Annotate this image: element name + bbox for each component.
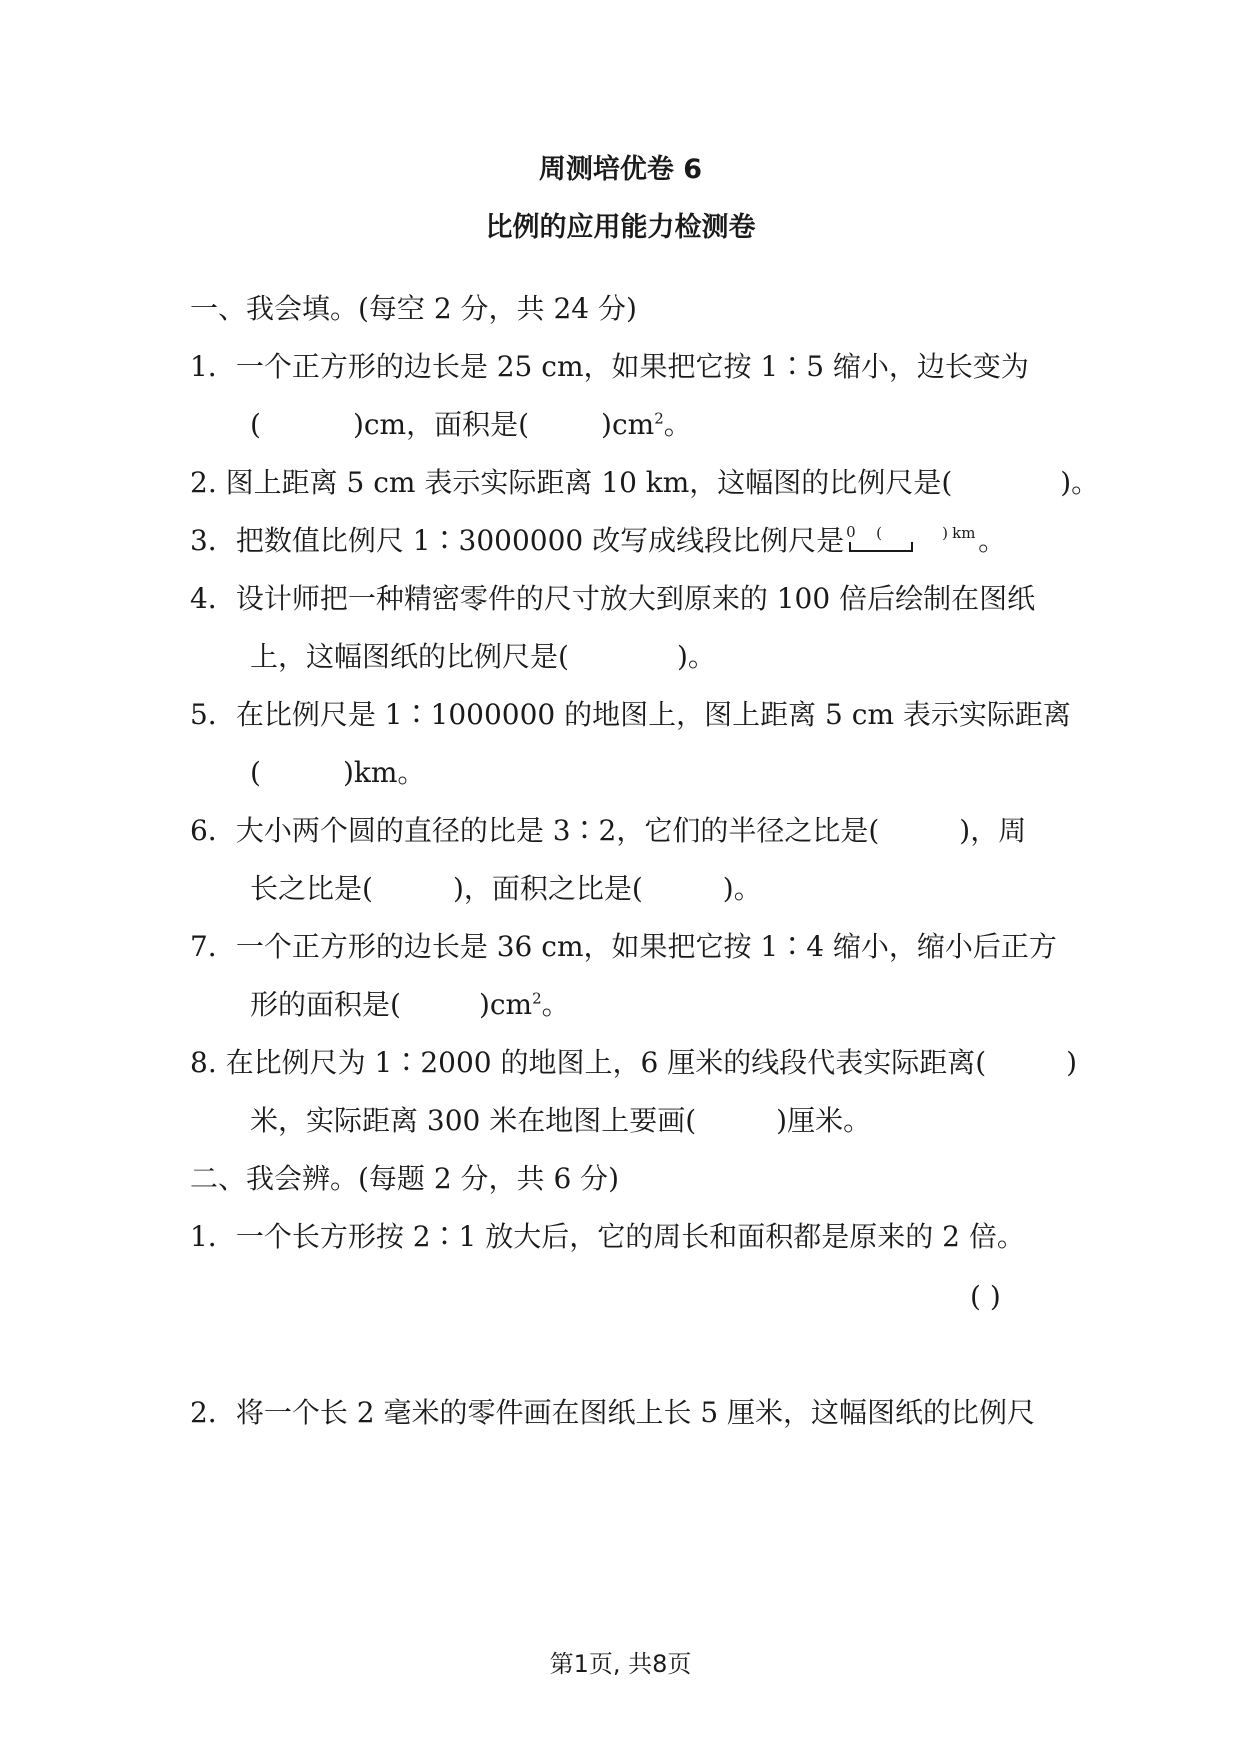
q3-end: 。 [978,524,1007,557]
s2-q1-text: 一个长方形按 2∶1 放大后，它的周长和面积都是原来的 2 倍。 [235,1220,1025,1253]
q4-number: 4． [190,582,236,615]
q7-line2 [250,988,1060,1022]
q8-end: )厘米。 [776,1104,872,1137]
q8-line2 [250,1104,1060,1138]
q6-text-end: )，周 [959,814,1027,847]
page-subtitle: 比例的应用能力检测卷 [485,212,756,243]
q1-blank1-open: ( [250,408,261,441]
q5-line1 [190,698,1071,732]
q7-end: 。 [541,988,570,1021]
q2-line [190,466,1100,500]
q4-text2: 上，这幅图纸的比例尺是( [250,640,569,673]
page-title: 周测培优卷 6 [538,154,703,185]
q4-line1 [190,582,1060,616]
q7-text2: 形的面积是( [250,988,401,1021]
q1-line2 [250,408,1060,442]
q4-line2 [250,640,1060,674]
scale-unit: km [952,524,976,542]
q5-text: 在比例尺是 1∶1000000 的地图上，图上距离 5 cm 表示实际距离 [235,698,1071,731]
q6-end: )。 [722,872,762,905]
q3-text: 把数值比例尺 1∶3000000 改写成线段比例尺是 [235,524,845,557]
section2-heading: 二、我会辨。(每题 2 分，共 6 分) [190,1162,620,1195]
q6-line1 [190,814,1060,848]
q2-text: 2. 图上距离 5 cm 表示实际距离 10 km，这幅图的比例尺是( [190,466,953,499]
q5-line2 [250,756,1060,790]
q1-number: 1． [190,350,236,383]
q7-text: 一个正方形的边长是 36 cm，如果把它按 1∶4 缩小，缩小后正方 [235,930,1057,963]
q3-line [190,524,1060,558]
q5-blank-open: ( [250,756,261,789]
q7-number: 7． [190,930,236,963]
s2-q2-line [190,1396,1060,1430]
q4-text: 设计师把一种精密零件的尺寸放大到原来的 100 倍后绘制在图纸 [235,582,1036,615]
q3-number: 3． [190,524,236,557]
q8-text: 8. 在比例尺为 1∶2000 的地图上，6 厘米的线段代表实际距离( [190,1046,987,1079]
s2-q1-number: 1． [190,1220,236,1253]
q5-end: )km。 [342,756,426,789]
q1-unit2: )cm [601,408,655,441]
q8-text-end: ) [1066,1046,1078,1079]
q8-text2: 米，实际距离 300 米在地图上要画( [250,1104,697,1137]
s2-q1-line [190,1220,1060,1254]
q1-superscript: 2 [654,409,664,428]
q1-end: 。 [663,408,692,441]
s2-q2-number: 2． [190,1396,236,1429]
q1-text: 一个正方形的边长是 25 cm，如果把它按 1∶5 缩小，边长变为 [235,350,1029,383]
q7-line1 [190,930,1060,964]
s2-q1-judge[interactable]: ( ) [970,1280,1001,1313]
q6-text2: 长之比是( [250,872,373,905]
page-footer: 第1页, 共8页 [549,1650,692,1678]
section1-heading: 一、我会填。(每空 2 分，共 24 分) [190,292,637,325]
q7-unit: )cm [478,988,533,1021]
q7-superscript: 2 [532,989,542,1008]
scale-segment [849,542,913,552]
line-scale-bar [846,523,976,558]
scale-zero: 0 [846,523,856,541]
scale-blank-close: ) [942,524,949,542]
q1-unit-text: )cm，面积是( [352,408,530,441]
q1-line1 [190,350,1060,384]
s2-q2-text: 将一个长 2 毫米的零件画在图纸上长 5 厘米，这幅图纸的比例尺 [235,1396,1036,1429]
q6-text3: )，面积之比是( [452,872,643,905]
q6-line2 [250,872,1060,906]
q5-number: 5． [190,698,236,731]
scale-blank-open: ( [876,524,883,542]
q6-text: 大小两个圆的直径的比是 3∶2，它们的半径之比是( [235,814,880,847]
q4-end: )。 [676,640,716,673]
q6-number: 6． [190,814,236,847]
q8-line1 [190,1046,1078,1080]
q2-end: )。 [1060,466,1100,499]
